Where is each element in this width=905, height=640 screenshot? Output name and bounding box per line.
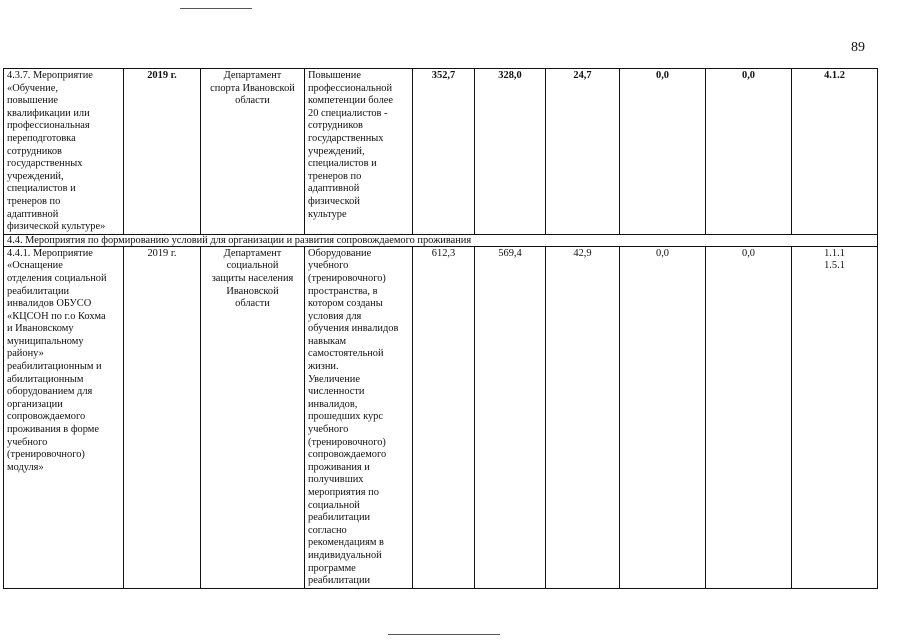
result-cell: Оборудование учебного (тренировочного) пространства, в котором созданы условия для обучения инвалидов навыкам самостоятельной жизни. Увеличение численности инвалидов, прошедших курс учебного (тренировочного) сопровождаемого проживания и получивших мероприятия по социальной реабилитации согласно рекомендациям в индивидуальной программе реабилитации xyxy=(305,246,413,588)
value-cell-2: 328,0 xyxy=(475,69,546,235)
bottom-scan-line xyxy=(388,634,500,635)
year-cell: 2019 г. xyxy=(124,69,201,235)
result-cell: Повышение профессиональной компетенции более 20 специалистов - сотрудников государственных учреждений, специалистов и тренеров по адаптивной физической культуре xyxy=(305,69,413,235)
value-cell-5: 0,0 xyxy=(706,69,792,235)
value-cell-3: 42,9 xyxy=(546,246,620,588)
measure-cell: 4.4.1. Мероприятие «Оснащение отделения социальной реабилитации инвалидов ОБУСО «КЦСОН по г.о Кохма и Ивановскому муниципальному району» реабилитационным и абилитационным оборудованием для организации сопровождаемого проживания в форме учебного (тренировочного) модуля» xyxy=(4,246,124,588)
value-cell-5: 0,0 xyxy=(706,246,792,588)
value-cell-4: 0,0 xyxy=(620,69,706,235)
total-cell: 612,3 xyxy=(413,246,475,588)
top-scan-line xyxy=(180,8,252,9)
indicators-cell: 1.1.1 1.5.1 xyxy=(792,246,878,588)
measures-table xyxy=(3,68,878,589)
page-number: 89 xyxy=(851,40,865,55)
section-header: 4.4. Мероприятия по формированию условий для организации и развития сопровождаемого проживания xyxy=(4,234,878,246)
total-cell: 352,7 xyxy=(413,69,475,235)
value-cell-3: 24,7 xyxy=(546,69,620,235)
value-cell-4: 0,0 xyxy=(620,246,706,588)
table-row xyxy=(4,246,878,588)
indicators-cell: 4.1.2 xyxy=(792,69,878,235)
executor-cell: Департамент спорта Ивановской области xyxy=(201,69,305,235)
section-header-row xyxy=(4,234,878,246)
table-row xyxy=(4,69,878,235)
value-cell-2: 569,4 xyxy=(475,246,546,588)
year-cell: 2019 г. xyxy=(124,246,201,588)
executor-cell: Департамент социальной защиты населения Ивановской области xyxy=(201,246,305,588)
measure-cell: 4.3.7. Мероприятие «Обучение, повышение квалификации или профессиональная переподготовка сотрудников государственных учреждений, специалистов и тренеров по адаптивной физической культуре» xyxy=(4,69,124,235)
